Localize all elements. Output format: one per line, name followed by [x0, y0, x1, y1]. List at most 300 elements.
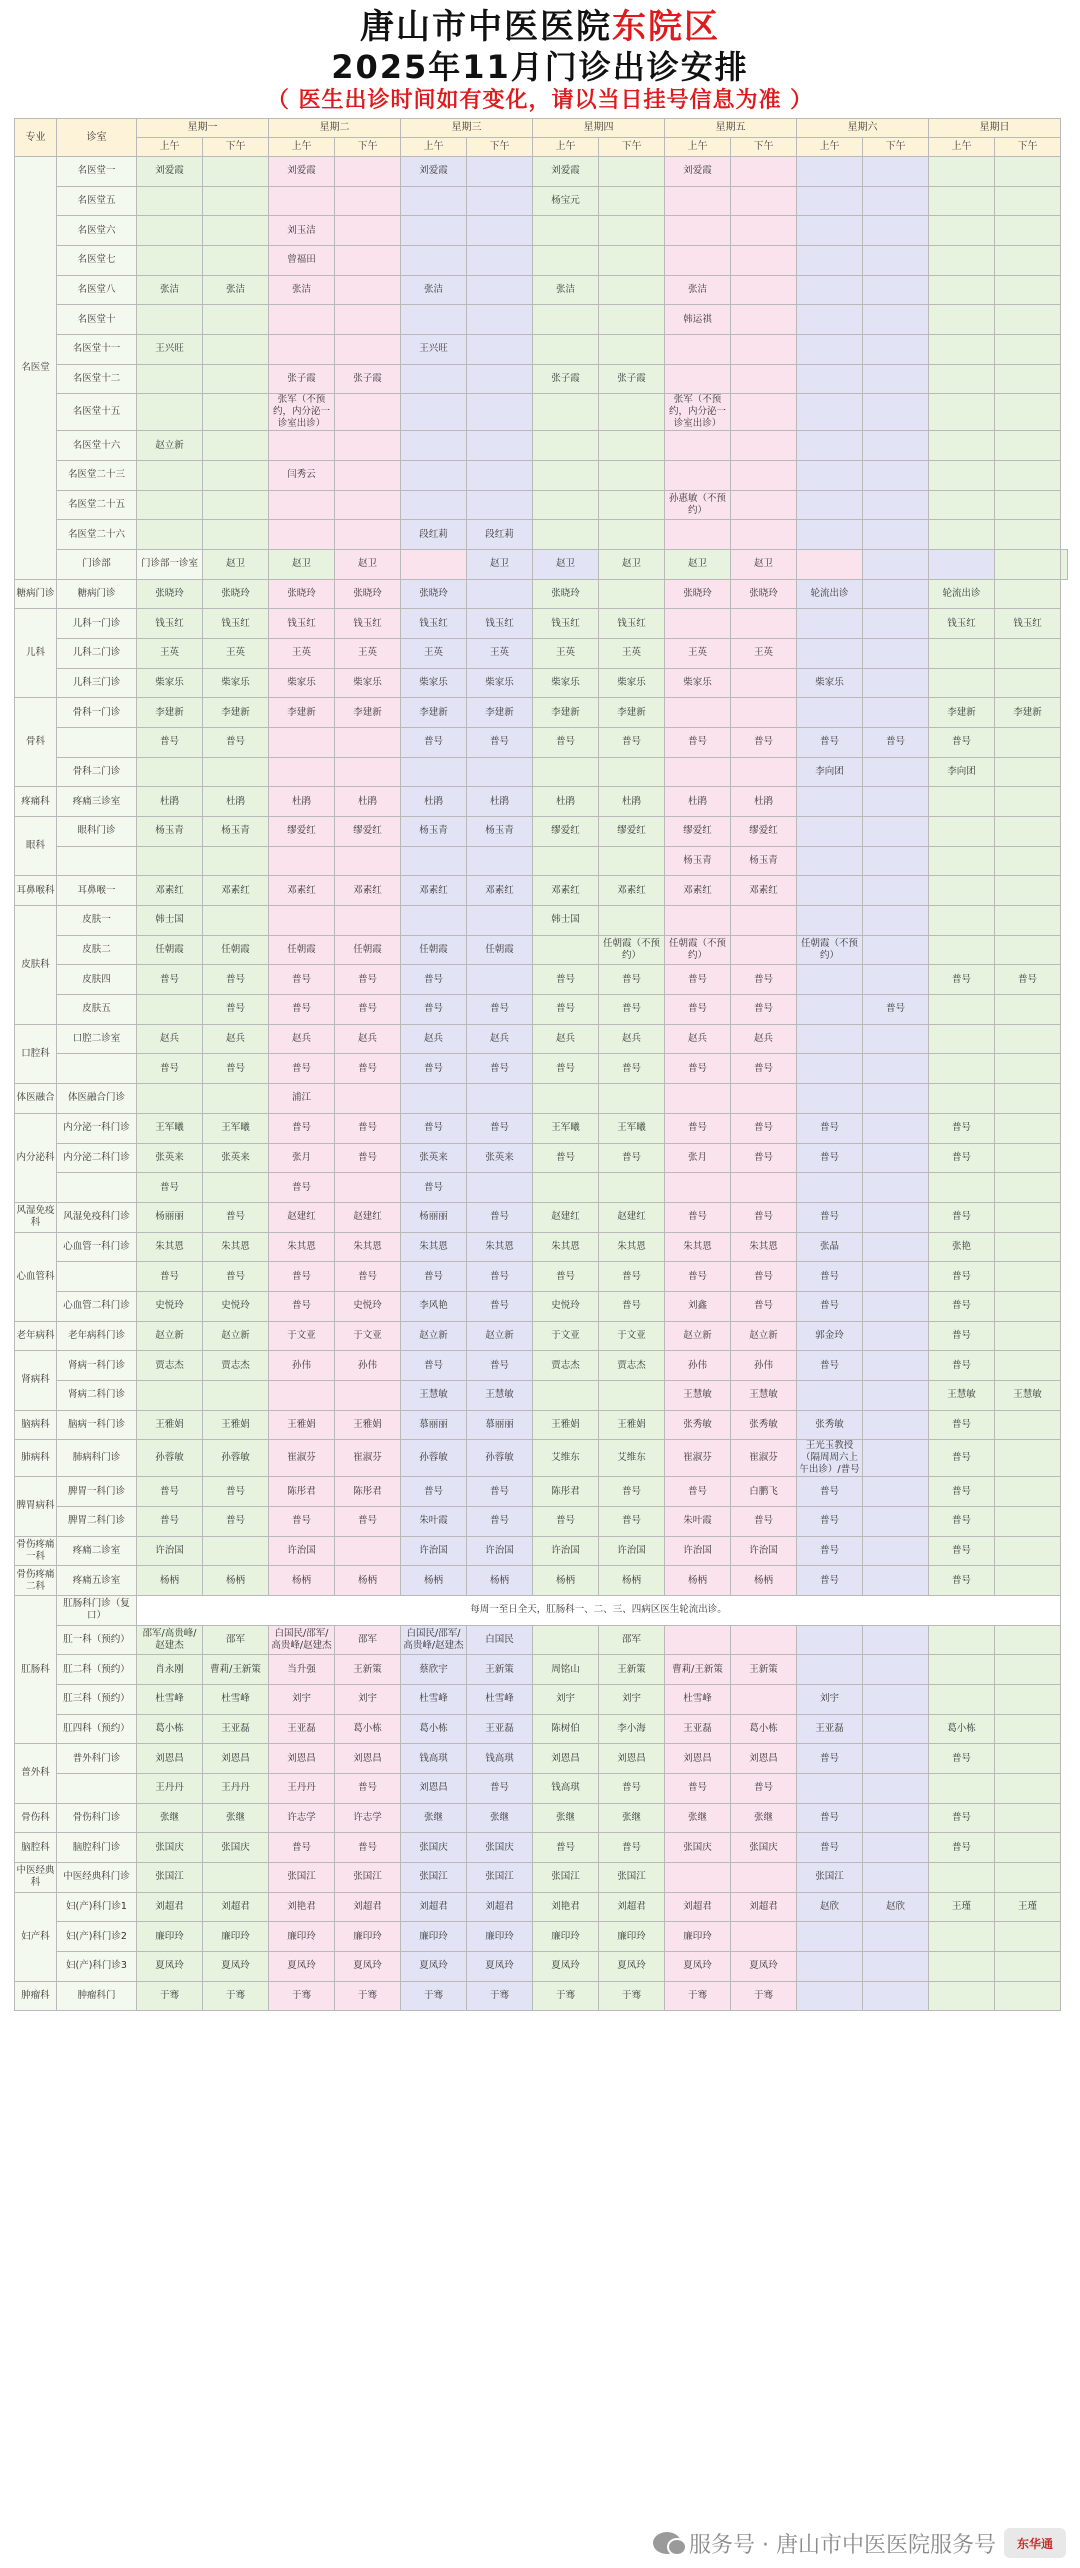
schedule-cell: 普号 — [533, 965, 599, 995]
schedule-cell — [863, 1566, 929, 1596]
schedule-cell: 刘宇 — [533, 1684, 599, 1714]
schedule-cell: 杨丽丽 — [401, 1202, 467, 1232]
schedule-cell: 王英 — [533, 639, 599, 669]
dept-cell: 脾胃病科 — [15, 1477, 57, 1536]
clinic-cell: 皮肤一 — [57, 906, 137, 936]
table-row — [15, 246, 1068, 276]
schedule-cell: 廉印玲 — [269, 1922, 335, 1952]
table-row — [15, 275, 1068, 305]
schedule-title: 2025年11月门诊出诊安排 — [331, 48, 749, 86]
schedule-cell — [137, 1084, 203, 1114]
schedule-cell: 邓素红 — [731, 876, 797, 906]
schedule-cell: 普号 — [335, 1506, 401, 1536]
schedule-cell: 张晓玲 — [731, 579, 797, 609]
schedule-cell — [995, 1173, 1061, 1203]
schedule-cell — [335, 1380, 401, 1410]
schedule-cell: 韩士国 — [533, 906, 599, 936]
dept-cell: 肺病科 — [15, 1440, 57, 1477]
schedule-cell: 王瑾 — [929, 1892, 995, 1922]
schedule-cell: 普号 — [731, 728, 797, 758]
schedule-cell: 朱其恩 — [269, 1232, 335, 1262]
schedule-cell: 慕丽丽 — [467, 1410, 533, 1440]
schedule-cell — [797, 394, 863, 431]
schedule-cell — [995, 1922, 1061, 1952]
schedule-cell: 赵兵 — [269, 1024, 335, 1054]
schedule-cell: 普号 — [599, 1506, 665, 1536]
clinic-cell: 皮肤四 — [57, 965, 137, 995]
schedule-cell: 李建新 — [203, 698, 269, 728]
clinic-cell: 肾病二科门诊 — [57, 1380, 137, 1410]
clinic-cell — [57, 1054, 137, 1084]
schedule-cell — [929, 1173, 995, 1203]
clinic-cell — [57, 1173, 137, 1203]
schedule-cell: 钱玉红 — [995, 609, 1061, 639]
schedule-cell: 王雅娟 — [203, 1410, 269, 1440]
schedule-cell — [995, 520, 1061, 550]
schedule-cell: 刘超君 — [335, 1892, 401, 1922]
schedule-cell: 杨玉青 — [467, 817, 533, 847]
hospital-name: 唐山市中医医院 — [360, 7, 612, 47]
schedule-cell: 普号 — [665, 1113, 731, 1143]
schedule-cell: 任朝霞 — [335, 935, 401, 965]
schedule-cell: 贾志杰 — [599, 1351, 665, 1381]
schedule-cell — [731, 906, 797, 936]
am-header: 上午 — [401, 138, 467, 157]
clinic-cell: 妇(产)科门诊1 — [57, 1892, 137, 1922]
schedule-cell: 王军曦 — [203, 1113, 269, 1143]
schedule-cell — [797, 157, 863, 187]
schedule-cell: 李向团 — [797, 757, 863, 787]
clinic-cell: 普外科门诊 — [57, 1744, 137, 1774]
schedule-cell: 王亚磊 — [665, 1714, 731, 1744]
table-row — [15, 186, 1068, 216]
schedule-cell — [203, 520, 269, 550]
schedule-cell: 夏凤玲 — [731, 1951, 797, 1981]
clinic-cell: 中医经典科门诊 — [57, 1862, 137, 1892]
schedule-cell: 普号 — [533, 728, 599, 758]
schedule-cell: 王亚磊 — [203, 1714, 269, 1744]
dept-cell: 门诊部 — [57, 550, 137, 580]
schedule-cell — [599, 275, 665, 305]
table-row — [15, 1024, 1068, 1054]
schedule-cell: 张晓玲 — [665, 579, 731, 609]
schedule-cell: 邓素红 — [335, 876, 401, 906]
schedule-cell — [335, 846, 401, 876]
schedule-cell — [467, 579, 533, 609]
dept-cell: 妇产科 — [15, 1892, 57, 1981]
schedule-cell: 贾志杰 — [137, 1351, 203, 1381]
schedule-cell: 刘鑫 — [665, 1291, 731, 1321]
schedule-cell: 朱其恩 — [401, 1232, 467, 1262]
schedule-cell: 张洁 — [269, 275, 335, 305]
schedule-cell: 普号 — [137, 1262, 203, 1292]
schedule-cell: 普号 — [335, 1113, 401, 1143]
schedule-cell — [995, 305, 1061, 335]
dept-cell: 耳鼻喉科 — [15, 876, 57, 906]
schedule-cell: 钱玉红 — [929, 609, 995, 639]
schedule-cell — [929, 1625, 995, 1655]
schedule-cell: 刘艳君 — [269, 1892, 335, 1922]
schedule-cell: 普号 — [269, 1506, 335, 1536]
schedule-cell: 杨玉青 — [665, 846, 731, 876]
schedule-cell: 杨柄 — [203, 1566, 269, 1596]
schedule-cell — [995, 728, 1061, 758]
schedule-cell: 普号 — [797, 1262, 863, 1292]
schedule-cell — [797, 876, 863, 906]
schedule-cell — [467, 906, 533, 936]
schedule-cell: 普号 — [731, 1262, 797, 1292]
table-row — [15, 1054, 1068, 1084]
schedule-cell — [929, 1024, 995, 1054]
schedule-cell — [863, 1143, 929, 1173]
clinic-cell: 肾病一科门诊 — [57, 1351, 137, 1381]
clinic-cell: 糖病门诊 — [57, 579, 137, 609]
schedule-cell: 周铭山 — [533, 1655, 599, 1685]
schedule-cell — [203, 1173, 269, 1203]
schedule-cell — [203, 431, 269, 461]
schedule-cell: 廉印玲 — [401, 1922, 467, 1952]
table-row — [15, 431, 1068, 461]
schedule-notice: （ 医生出诊时间如有变化，请以当日挂号信息为准 ） — [266, 88, 814, 113]
schedule-cell: 普号 — [797, 1833, 863, 1863]
schedule-cell: 钱高琪 — [467, 1744, 533, 1774]
schedule-cell — [863, 490, 929, 520]
schedule-cell — [203, 186, 269, 216]
schedule-cell — [797, 275, 863, 305]
schedule-cell: 普号 — [335, 1143, 401, 1173]
schedule-cell: 刘恩昌 — [137, 1744, 203, 1774]
schedule-cell: 浦江 — [269, 1084, 335, 1114]
schedule-cell: 王丹丹 — [203, 1773, 269, 1803]
schedule-cell: 张国江 — [335, 1862, 401, 1892]
table-row — [15, 461, 1068, 491]
schedule-cell — [797, 431, 863, 461]
table-row — [15, 1714, 1068, 1744]
schedule-cell — [995, 1351, 1061, 1381]
schedule-cell: 刘超君 — [731, 1892, 797, 1922]
schedule-cell: 普号 — [467, 1202, 533, 1232]
schedule-cell: 普号 — [401, 1054, 467, 1084]
schedule-cell: 张英来 — [467, 1143, 533, 1173]
schedule-cell: 普号 — [797, 1113, 863, 1143]
schedule-cell — [401, 906, 467, 936]
schedule-cell: 刘超君 — [599, 1892, 665, 1922]
schedule-cell: 杨柄 — [533, 1566, 599, 1596]
schedule-cell: 史悦玲 — [533, 1291, 599, 1321]
table-row — [15, 1862, 1068, 1892]
clinic-cell: 心血管二科门诊 — [57, 1291, 137, 1321]
schedule-cell — [929, 364, 995, 394]
schedule-cell — [401, 461, 467, 491]
schedule-cell: 张洁 — [203, 275, 269, 305]
schedule-cell: 于骞 — [203, 1981, 269, 2011]
schedule-cell: 李建新 — [269, 698, 335, 728]
schedule-cell: 曾福田 — [269, 246, 335, 276]
schedule-cell — [137, 995, 203, 1025]
schedule-cell — [731, 1173, 797, 1203]
schedule-cell: 普号 — [335, 1773, 401, 1803]
clinic-cell: 儿科一门诊 — [57, 609, 137, 639]
dept-cell: 骨伤疼痛一科 — [15, 1536, 57, 1566]
schedule-cell: 普号 — [731, 1506, 797, 1536]
table-row — [15, 995, 1068, 1025]
schedule-cell: 李向团 — [929, 757, 995, 787]
schedule-cell: 普号 — [929, 1477, 995, 1507]
schedule-cell — [863, 1113, 929, 1143]
schedule-cell: 孙蓉敏 — [467, 1440, 533, 1477]
dept-cell: 老年病科 — [15, 1321, 57, 1351]
schedule-cell — [203, 216, 269, 246]
schedule-cell: 普号 — [797, 1202, 863, 1232]
schedule-cell — [995, 364, 1061, 394]
schedule-cell: 赵兵 — [731, 1024, 797, 1054]
schedule-cell — [731, 394, 797, 431]
schedule-cell: 普号 — [797, 1477, 863, 1507]
schedule-cell — [995, 1143, 1061, 1173]
schedule-cell — [203, 157, 269, 187]
schedule-cell: 王英 — [731, 639, 797, 669]
schedule-cell: 缪爱红 — [599, 817, 665, 847]
table-row — [15, 305, 1068, 335]
schedule-cell — [401, 757, 467, 787]
table-row — [15, 364, 1068, 394]
table-row — [15, 609, 1068, 639]
schedule-cell: 夏凤玲 — [665, 1951, 731, 1981]
clinic-cell: 儿科二门诊 — [57, 639, 137, 669]
table-row — [15, 1595, 1068, 1625]
schedule-cell: 赵立新 — [137, 1321, 203, 1351]
schedule-cell: 赵立新 — [665, 1321, 731, 1351]
clinic-cell: 肛四科（预约） — [57, 1714, 137, 1744]
schedule-cell: 赵卫 — [269, 550, 335, 580]
schedule-cell — [863, 1173, 929, 1203]
clinic-cell: 名医堂十一 — [57, 335, 137, 365]
schedule-cell — [335, 394, 401, 431]
wechat-icon — [653, 2532, 681, 2554]
schedule-cell: 赵兵 — [467, 1024, 533, 1054]
schedule-cell: 任朝霞 — [269, 935, 335, 965]
schedule-cell — [533, 305, 599, 335]
schedule-cell — [401, 1084, 467, 1114]
schedule-cell: 普号 — [863, 728, 929, 758]
clinic-cell: 儿科三门诊 — [57, 668, 137, 698]
schedule-cell — [863, 364, 929, 394]
table-row — [15, 1084, 1068, 1114]
schedule-cell: 夏凤玲 — [335, 1951, 401, 1981]
schedule-cell: 杜鹃 — [269, 787, 335, 817]
schedule-cell: 普号 — [797, 728, 863, 758]
schedule-cell: 许志学 — [335, 1803, 401, 1833]
table-row — [15, 1113, 1068, 1143]
schedule-cell — [137, 490, 203, 520]
schedule-cell: 普号 — [269, 1833, 335, 1863]
schedule-cell — [929, 550, 995, 580]
clinic-cell: 骨科二门诊 — [57, 757, 137, 787]
schedule-cell: 杨柄 — [269, 1566, 335, 1596]
table-row — [15, 157, 1068, 187]
schedule-cell — [203, 1862, 269, 1892]
dept-cell: 眼科 — [15, 817, 57, 876]
schedule-cell: 杨玉青 — [137, 817, 203, 847]
table-row — [15, 698, 1068, 728]
schedule-cell: 普号 — [863, 995, 929, 1025]
schedule-cell — [797, 364, 863, 394]
schedule-cell: 普号 — [401, 728, 467, 758]
schedule-cell: 普号 — [929, 1536, 995, 1566]
schedule-cell — [995, 394, 1061, 431]
schedule-cell: 史悦玲 — [203, 1291, 269, 1321]
table-row — [15, 1536, 1068, 1566]
schedule-cell — [269, 520, 335, 550]
schedule-cell: 张继 — [467, 1803, 533, 1833]
schedule-cell — [137, 757, 203, 787]
schedule-cell: 杨柄 — [401, 1566, 467, 1596]
schedule-cell: 赵卫 — [731, 550, 797, 580]
schedule-cell — [929, 246, 995, 276]
schedule-cell: 王雅娟 — [599, 1410, 665, 1440]
schedule-cell — [929, 817, 995, 847]
schedule-cell: 普号 — [533, 995, 599, 1025]
clinic-cell: 名医堂二十五 — [57, 490, 137, 520]
schedule-cell: 于骞 — [137, 1981, 203, 2011]
schedule-cell: 普号 — [929, 1506, 995, 1536]
schedule-cell: 邵军 — [203, 1625, 269, 1655]
schedule-cell — [995, 876, 1061, 906]
schedule-cell: 普号 — [269, 965, 335, 995]
full-week-note: 每周一至日全天，肛肠科一、二、三、四病区医生轮流出诊。 — [137, 1595, 1061, 1625]
schedule-cell: 张国江 — [599, 1862, 665, 1892]
dept-cell: 肛肠科 — [15, 1595, 57, 1743]
schedule-cell: 普号 — [335, 995, 401, 1025]
schedule-cell: 李建新 — [335, 698, 401, 728]
schedule-cell — [797, 1951, 863, 1981]
schedule-cell: 普号 — [929, 1113, 995, 1143]
schedule-cell — [995, 1951, 1061, 1981]
schedule-cell — [863, 157, 929, 187]
clinic-cell: 肛一科（预约） — [57, 1625, 137, 1655]
schedule-cell — [995, 579, 1061, 609]
schedule-cell — [665, 1173, 731, 1203]
schedule-cell — [863, 186, 929, 216]
table-row — [15, 1773, 1068, 1803]
schedule-cell: 孙蓉敏 — [203, 1440, 269, 1477]
clinic-cell: 名医堂十 — [57, 305, 137, 335]
schedule-cell — [995, 1714, 1061, 1744]
schedule-cell: 张晓玲 — [335, 579, 401, 609]
schedule-cell: 普号 — [335, 1054, 401, 1084]
schedule-cell: 刘超君 — [467, 1892, 533, 1922]
table-row — [15, 1981, 1068, 2011]
schedule-cell: 普号 — [269, 1113, 335, 1143]
dept-header: 专业 — [15, 119, 57, 157]
schedule-cell — [467, 1084, 533, 1114]
dept-cell: 儿科 — [15, 609, 57, 698]
table-row — [15, 550, 1068, 580]
schedule-cell — [995, 1113, 1061, 1143]
clinic-cell: 名医堂二十六 — [57, 520, 137, 550]
schedule-cell — [533, 335, 599, 365]
schedule-cell: 普号 — [797, 1803, 863, 1833]
schedule-cell — [533, 490, 599, 520]
schedule-cell: 缪爱红 — [335, 817, 401, 847]
schedule-cell: 钱玉红 — [467, 609, 533, 639]
schedule-cell — [929, 846, 995, 876]
schedule-cell: 孙蓉敏 — [137, 1440, 203, 1477]
schedule-cell: 刘爱霞 — [401, 157, 467, 187]
schedule-cell: 普号 — [203, 728, 269, 758]
schedule-cell: 王亚磊 — [269, 1714, 335, 1744]
schedule-cell — [797, 1655, 863, 1685]
am-header: 上午 — [269, 138, 335, 157]
schedule-cell: 刘宇 — [797, 1684, 863, 1714]
schedule-cell: 普号 — [533, 1054, 599, 1084]
schedule-cell: 普号 — [731, 995, 797, 1025]
schedule-cell — [929, 1773, 995, 1803]
schedule-cell — [467, 305, 533, 335]
clinic-cell — [57, 1773, 137, 1803]
schedule-cell — [533, 216, 599, 246]
schedule-cell — [467, 157, 533, 187]
schedule-cell: 普号 — [137, 1173, 203, 1203]
day-header: 星期四 — [533, 119, 665, 138]
schedule-cell: 王光玉教授（隔周周六上午出诊）/普号 — [797, 1440, 863, 1477]
dept-cell: 脑病科 — [15, 1410, 57, 1440]
schedule-cell — [203, 394, 269, 431]
dept-cell: 糖病门诊 — [15, 579, 57, 609]
schedule-cell: 张继 — [599, 1803, 665, 1833]
schedule-cell: 杜雪峰 — [203, 1684, 269, 1714]
table-row — [15, 906, 1068, 936]
schedule-cell: 王英 — [137, 639, 203, 669]
schedule-cell — [731, 216, 797, 246]
schedule-cell: 赵卫 — [533, 550, 599, 580]
table-row — [15, 1951, 1068, 1981]
schedule-cell: 王丹丹 — [269, 1773, 335, 1803]
schedule-cell: 刘恩昌 — [665, 1744, 731, 1774]
schedule-cell — [533, 1380, 599, 1410]
schedule-cell: 葛小栋 — [929, 1714, 995, 1744]
schedule-cell — [995, 490, 1061, 520]
dept-cell: 骨伤疼痛二科 — [15, 1566, 57, 1596]
schedule-cell — [797, 335, 863, 365]
schedule-cell — [599, 520, 665, 550]
schedule-cell: 陈彤君 — [269, 1477, 335, 1507]
schedule-cell — [863, 1536, 929, 1566]
schedule-cell: 普号 — [137, 965, 203, 995]
schedule-cell: 普号 — [995, 965, 1061, 995]
site-logo: 东华通 — [1004, 2528, 1066, 2558]
am-header: 上午 — [797, 138, 863, 157]
schedule-cell: 普号 — [599, 1773, 665, 1803]
schedule-cell — [797, 520, 863, 550]
dept-cell: 疼痛科 — [15, 787, 57, 817]
schedule-cell — [995, 1054, 1061, 1084]
schedule-cell — [335, 157, 401, 187]
schedule-cell: 闫秀云 — [269, 461, 335, 491]
schedule-cell: 王慧敏 — [929, 1380, 995, 1410]
schedule-cell: 柴家乐 — [335, 668, 401, 698]
clinic-cell — [57, 728, 137, 758]
clinic-cell: 肿瘤科门 — [57, 1981, 137, 2011]
schedule-cell — [995, 935, 1061, 965]
schedule-cell — [797, 305, 863, 335]
schedule-cell: 张国江 — [533, 1862, 599, 1892]
schedule-cell: 普号 — [929, 728, 995, 758]
schedule-cell: 柴家乐 — [203, 668, 269, 698]
schedule-cell — [929, 1862, 995, 1892]
schedule-cell — [995, 1440, 1061, 1477]
schedule-cell — [995, 1625, 1061, 1655]
